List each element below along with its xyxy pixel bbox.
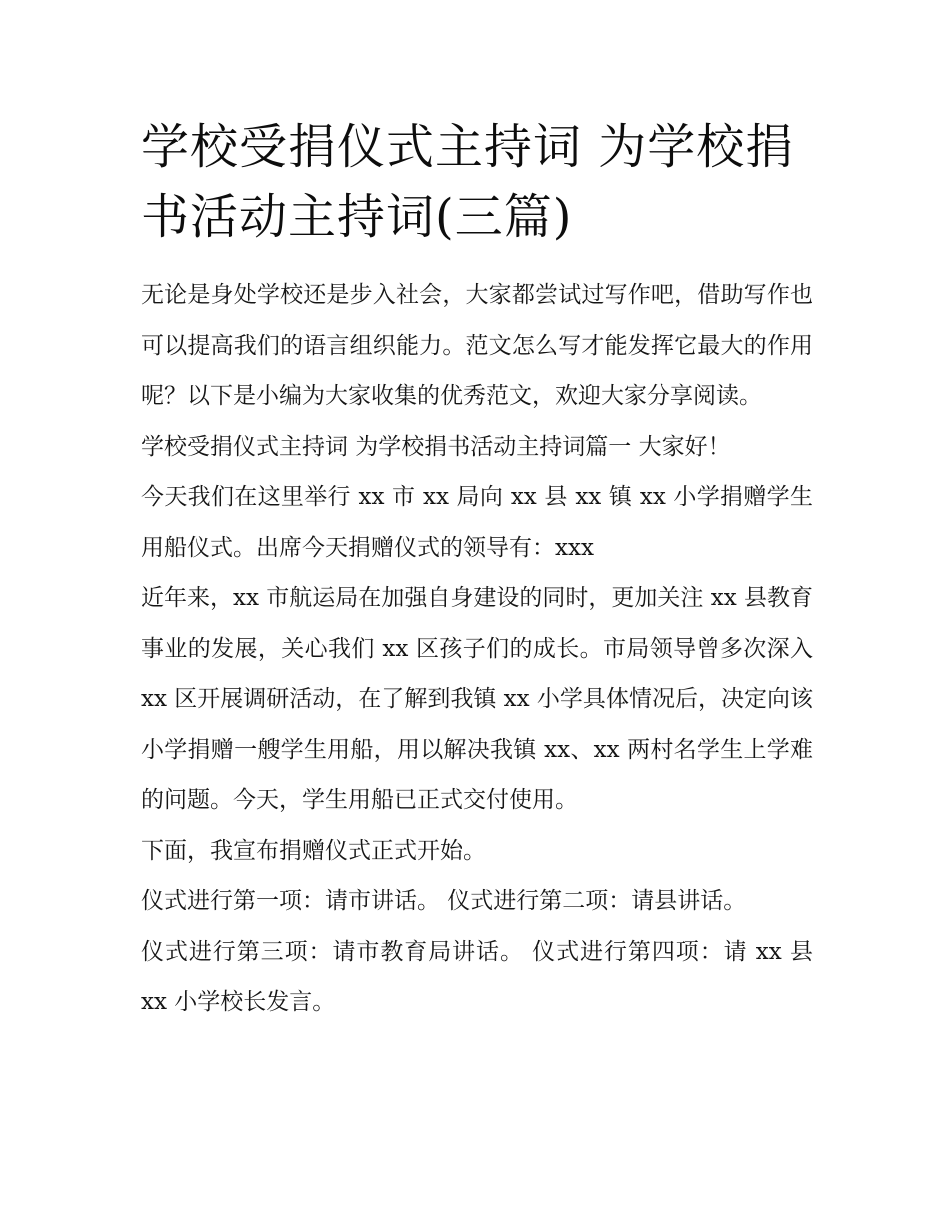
paragraph-heading-greeting: 学校受捐仪式主持词 为学校捐书活动主持词篇一 大家好！: [141, 433, 731, 460]
paragraph-ceremony-opening: 今天我们在这里举行 xx 市 xx 局向 xx 县 xx 镇 xx 小学捐赠学生用船仪式。出席今天捐赠仪式的领导有：xxx: [141, 484, 813, 561]
document-page: [141, 112, 813, 1028]
document-title: 学校受捐仪式主持词 为学校捐书活动主持词(三篇): [141, 119, 795, 245]
paragraph-background: 近年来，xx 市航运局在加强自身建设的同时，更加关注 xx 县教育事业的发展，关心我们 xx 区孩子们的成长。市局领导曾多次深入 xx 区开展调研活动，在了解到我镇 xx 小学具体情况后，决定向该小学捐赠一艘学生用船，用以解决我镇 xx、xx 两村名学生上学难的问题。今天，学生用船已正式交付使用。: [141, 585, 813, 813]
paragraph-agenda-3-4: 仪式进行第三项：请市教育局讲话。 仪式进行第四项：请 xx 县 xx 小学校长发言。: [141, 938, 813, 1015]
paragraph-agenda-1-2: 仪式进行第一项：请市讲话。 仪式进行第二项：请县讲话。: [141, 888, 747, 914]
document-body: [141, 270, 813, 1028]
paragraph-intro: 无论是身处学校还是步入社会，大家都尝试过写作吧，借助写作也可以提高我们的语言组织能力。范文怎么写才能发挥它最大的作用呢？以下是小编为大家收集的优秀范文，欢迎大家分享阅读。: [141, 282, 813, 409]
paragraph-announcement: 下面，我宣布捐赠仪式正式开始。: [141, 837, 486, 864]
